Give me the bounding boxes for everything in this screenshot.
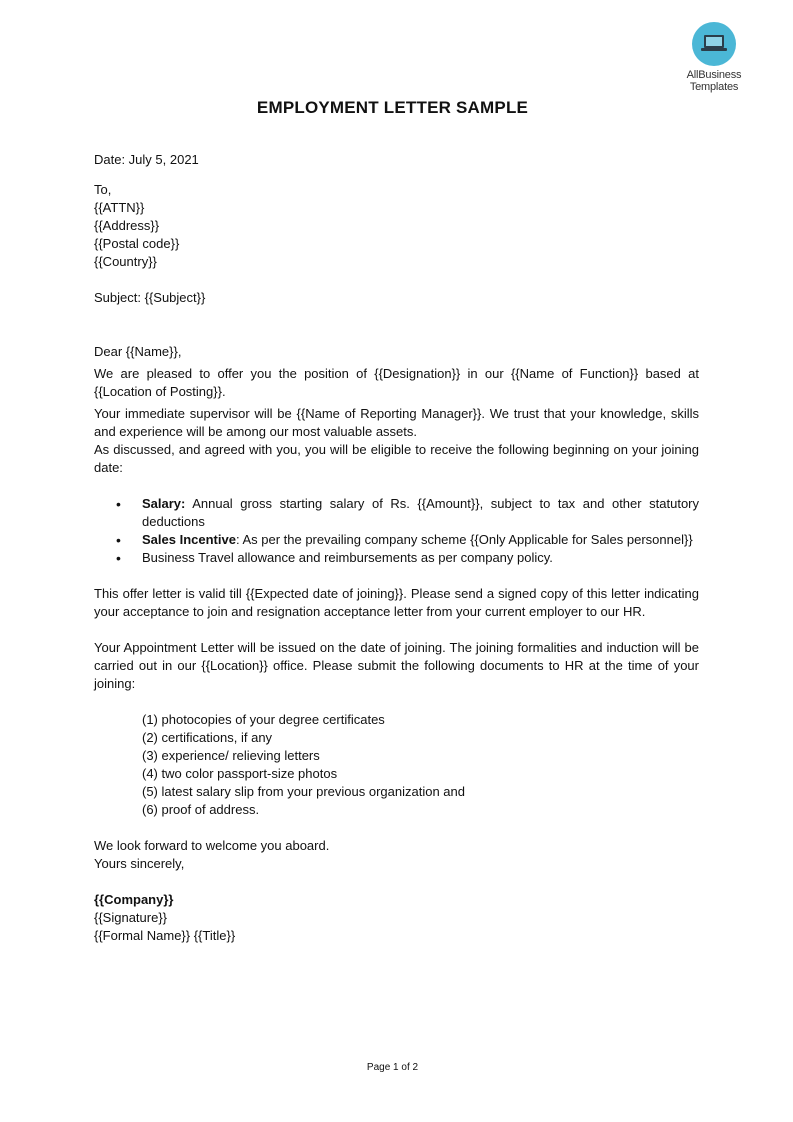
closing-line: Yours sincerely,: [94, 856, 185, 871]
formal-name: {{Formal Name}} {{Title}}: [94, 928, 236, 943]
address-line: {{Country}}: [94, 254, 157, 269]
paragraph-offer: We are pleased to offer you the position of {{Designation}} in our {{Name of Function}} based at {{Location of Posting}}.: [94, 366, 699, 399]
company-logo: [676, 22, 752, 93]
list-item: • Salary: Annual gross starting salary of Rs. {{Amount}}, subject to tax and other statutory deductions: [142, 495, 699, 531]
closing-line: We look forward to welcome you aboard.: [94, 838, 330, 853]
list-item: • Sales Incentive: As per the prevailing company scheme {{Only Applicable for Sales personnel}}: [142, 531, 699, 549]
list-item: • Business Travel allowance and reimbursements as per company policy.: [142, 549, 699, 567]
subject-line: Subject: {{Subject}}: [94, 290, 206, 305]
laptop-icon: [692, 22, 736, 66]
paragraph-validity: This offer letter is valid till {{Expected date of joining}}. Please send a signed copy of this letter indicating your acceptance to join and resignation acceptance letter from your current employer to our HR.: [94, 586, 699, 619]
salutation: Dear {{Name}},: [94, 344, 182, 359]
list-item: (3) experience/ relieving letters: [142, 748, 320, 763]
address-line: {{ATTN}}: [94, 200, 145, 215]
address-line: {{Address}}: [94, 218, 160, 233]
logo-text-line1: AllBusiness: [686, 69, 742, 81]
recipient-address: [94, 181, 699, 271]
list-item: (4) two color passport-size photos: [142, 766, 338, 781]
list-item: (5) latest salary slip from your previous organization and: [142, 784, 465, 799]
address-line: {{Postal code}}: [94, 236, 180, 251]
list-item: (2) certifications, if any: [142, 730, 273, 745]
paragraph-supervisor: Your immediate supervisor will be {{Name of Reporting Manager}}. We trust that your knowledge, skills and experience will be among our most valuable assets.: [94, 406, 699, 439]
logo-text-line2: Templates: [689, 81, 739, 93]
document-title: EMPLOYMENT LETTER SAMPLE: [256, 98, 529, 117]
date-line: Date: July 5, 2021: [94, 152, 199, 167]
list-item: (6) proof of address.: [142, 802, 260, 817]
paragraph-eligibility: As discussed, and agreed with you, you will be eligible to receive the following beginning on your joining date:: [94, 442, 699, 475]
page-number: Page 1 of 2: [366, 1062, 419, 1073]
company-name: {{Company}}: [94, 892, 174, 907]
benefits-list: [94, 495, 699, 567]
letter-body: [94, 151, 699, 945]
list-item: (1) photocopies of your degree certificates: [142, 712, 385, 727]
address-line: To,: [94, 182, 112, 197]
documents-list: [94, 711, 699, 819]
signature: {{Signature}}: [94, 910, 168, 925]
paragraph-appointment: Your Appointment Letter will be issued on the date of joining. The joining formalities and induction will be carried out in our {{Location}} office. Please submit the following documents to HR at the time of your joining:: [94, 640, 699, 691]
